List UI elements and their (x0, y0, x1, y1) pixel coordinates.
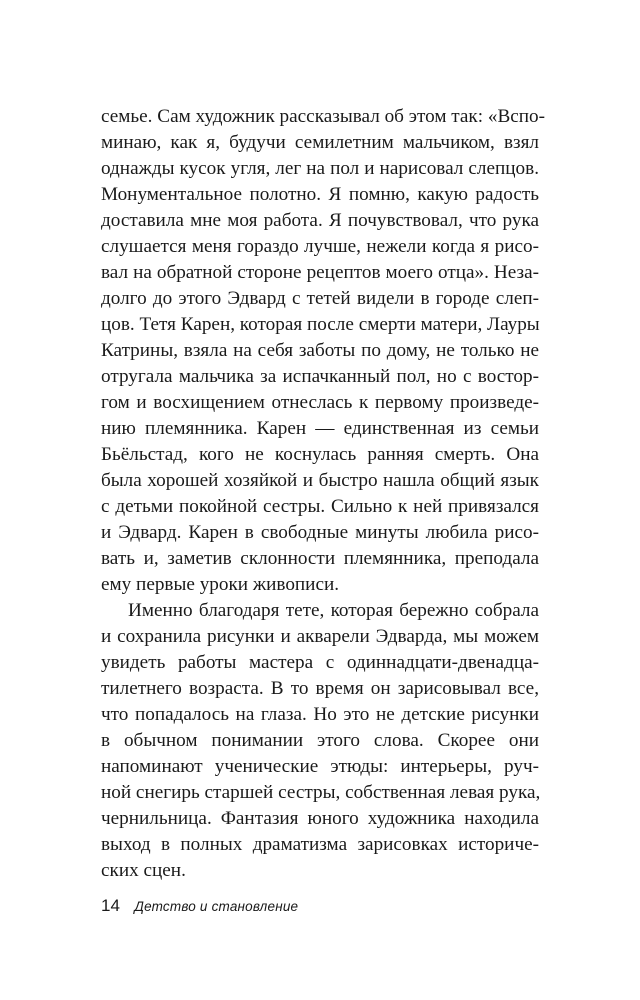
text-line: отругала мальчика за испачканный пол, но с востор- (101, 366, 539, 387)
text-line: семье. Сам художник рассказывал об этом так: «Вспо- (101, 106, 546, 127)
text-line: однажды кусок угля, лег на пол и нарисовал слепцов. (101, 158, 539, 179)
text-line: ной снегирь старшей сестры, собственная левая рука, (101, 782, 541, 803)
text-line: Катрины, взяла на себя заботы по дому, не только не (101, 340, 539, 361)
text-line: гом и восхищением отнеслась к первому произведе- (101, 392, 539, 413)
text-line: Монументальное полотно. Я помню, какую радость (101, 184, 539, 205)
text-line: что попадалось на глаза. Но это не детские рисунки (101, 704, 539, 725)
running-head: Детство и становление (134, 899, 299, 914)
text-line: увидеть работы мастера с одиннадцати-двенадца- (101, 652, 539, 673)
text-line: чернильница. Фантазия юного художника находила (101, 808, 539, 829)
text-line: напоминают ученические этюды: интерьеры, руч- (101, 756, 539, 777)
body-text (101, 104, 546, 884)
text-line: Бьёльстад, кого не коснулась ранняя смерть. Она (101, 444, 539, 465)
text-line: в обычном понимании этого слова. Скорее они (101, 730, 539, 751)
text-line: с детьми покойной сестры. Сильно к ней привязался (101, 496, 539, 517)
text-line: и сохранила рисунки и акварели Эдварда, мы можем (101, 626, 539, 647)
text-line: тилетнего возраста. В то время он зарисовывал все, (101, 678, 539, 699)
text-line: минаю, как я, будучи семилетним мальчиком, взял (101, 132, 539, 153)
text-line: нию племянника. Карен — единственная из семьи (101, 418, 539, 439)
text-line: долго до этого Эдвард с тетей видели в городе слеп- (101, 288, 539, 309)
text-line: цов. Тетя Карен, которая после смерти матери, Лауры (101, 314, 540, 335)
text-line: выход в полных драматизма зарисовках историче- (101, 834, 539, 855)
page-footer (101, 896, 298, 916)
text-line: доставила мне моя работа. Я почувствовал, что рука (101, 210, 539, 231)
text-line: слушается меня гораздо лучше, нежели когда я рисо- (101, 236, 539, 257)
text-line: и Эдвард. Карен в свободные минуты любила рисо- (101, 522, 539, 543)
paragraph-end-line: ему первые уроки живописи. (101, 574, 340, 595)
text-line: была хорошей хозяйкой и быстро нашла общий язык (101, 470, 539, 491)
paragraph-start-line: Именно благодаря тете, которая бережно собрала (128, 600, 539, 621)
text-line: вать и, заметив склонности племянника, преподала (101, 548, 539, 569)
text-line: вал на обратной стороне рецептов моего отца». Неза- (101, 262, 539, 283)
page-number: 14 (101, 896, 120, 915)
paragraph-end-line: ских сцен. (101, 860, 186, 881)
